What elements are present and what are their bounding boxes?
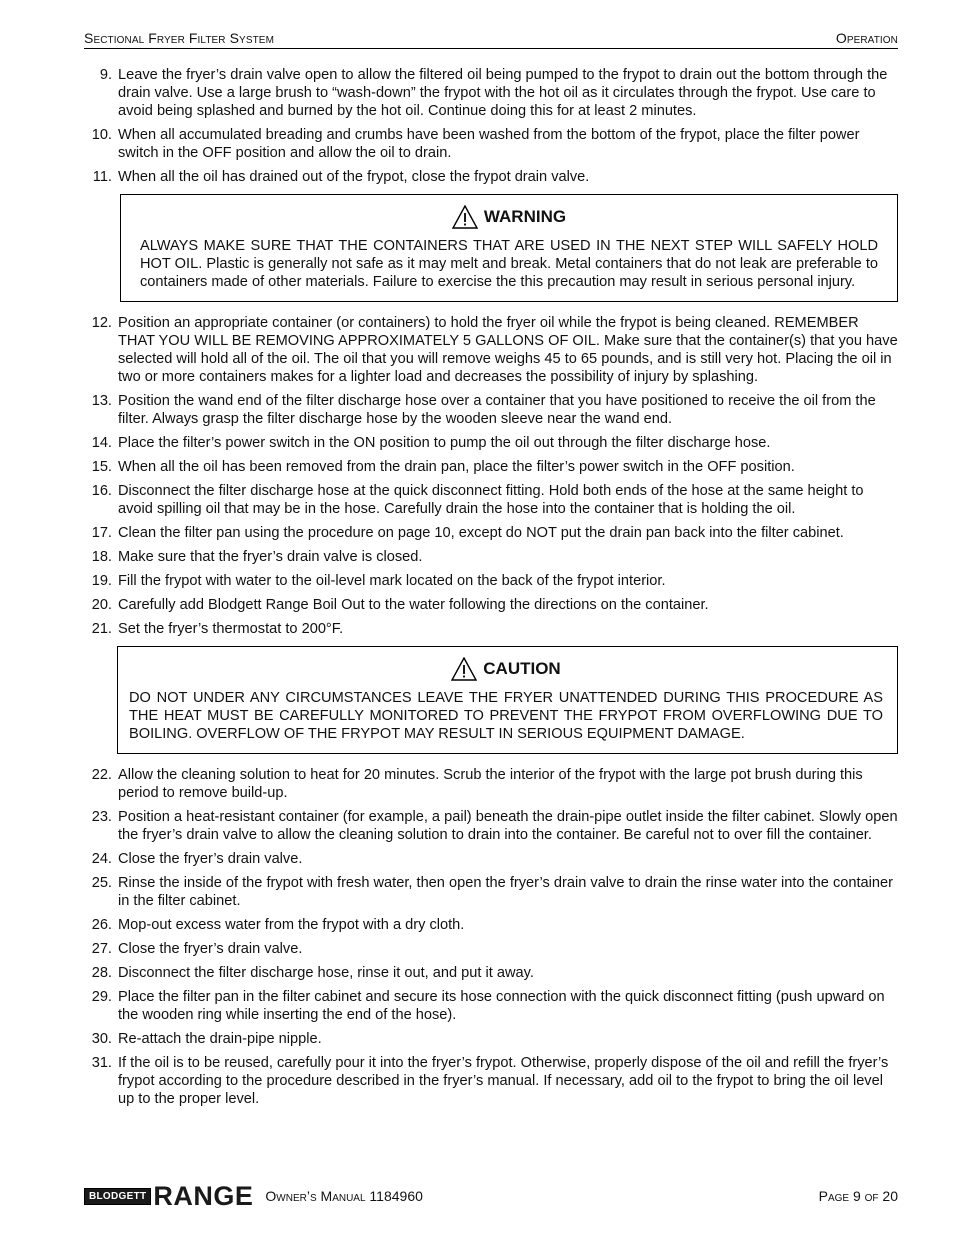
step-text: Make sure that the fryer’s drain valve is closed. — [118, 549, 423, 565]
warning-box — [120, 194, 898, 302]
step-number: 12. — [91, 315, 112, 331]
warning-label: WARNING — [483, 207, 567, 226]
step-item — [84, 314, 898, 386]
step-item — [84, 1030, 898, 1048]
step-number: 29. — [91, 989, 112, 1005]
step-text: Rinse the inside of the frypot with fresh water, then open the fryer’s drain valve to drain the rinse water into the container in the filter cabinet. — [118, 875, 893, 909]
step-text: Position a heat-resistant container (for example, a pail) beneath the drain-pipe outlet inside the filter cabinet. Slowly open the fryer’s drain valve to allow the cleaning solution to drain into the container. Be careful not to over fill the container. — [118, 809, 898, 843]
logo-blodgett: BLODGETT — [84, 1188, 151, 1205]
step-item — [84, 168, 898, 186]
page-number: Page 9 of 20 — [818, 1188, 898, 1204]
step-item — [84, 596, 898, 614]
steps-list-c — [84, 766, 898, 1108]
step-item — [84, 874, 898, 910]
step-text: When all the oil has drained out of the frypot, close the frypot drain valve. — [118, 169, 590, 185]
step-item — [84, 434, 898, 452]
caution-label: CAUTION — [483, 659, 561, 678]
step-item — [84, 850, 898, 868]
step-item — [84, 458, 898, 476]
page-content — [84, 66, 898, 1114]
step-item — [84, 620, 898, 638]
warning-triangle-icon — [452, 205, 478, 229]
step-item — [84, 808, 898, 844]
step-item — [84, 524, 898, 542]
step-text: Place the filter pan in the filter cabinet and secure its hose connection with the quick disconnect fitting (push upward on the wooden ring while inserting the end of the hose). — [118, 989, 885, 1023]
step-item — [84, 916, 898, 934]
step-number: 23. — [91, 809, 112, 825]
step-text: Leave the fryer’s drain valve open to allow the filtered oil being pumped to the frypot to drain out the bottom through the drain valve. Use a large brush to “wash-down” the frypot with the hot oil as it circulates through the frypot. Use care to avoid being splashed and burned by the hot oil. Continue doing this for at least 2 minutes. — [118, 67, 888, 119]
warning-title — [140, 205, 878, 229]
warning-triangle-icon — [451, 657, 477, 681]
step-text: When all accumulated breading and crumbs have been washed from the bottom of the frypot, place the filter power switch in the OFF position and allow the oil to drain. — [118, 127, 860, 161]
logo-range: RANGE — [153, 1181, 254, 1211]
caution-text: DO NOT UNDER ANY CIRCUMSTANCES LEAVE THE FRYER UNATTENDED DURING THIS PROCEDURE AS THE HEAT MUST BE CAREFULLY MONITORED TO PREVENT THE FRYPOT FROM OVERFLOWING DUE TO BOILING. OVERFLOW OF THE FRYPOT MAY RESULT IN SERIOUS EQUIPMENT DAMAGE. — [129, 690, 883, 742]
step-item — [84, 940, 898, 958]
step-text: Close the fryer’s drain valve. — [118, 851, 303, 867]
caution-title — [129, 657, 883, 681]
step-item — [84, 392, 898, 428]
step-item — [84, 482, 898, 518]
step-text: Place the filter’s power switch in the ON position to pump the oil out through the filter discharge hose. — [118, 435, 771, 451]
step-text: Position the wand end of the filter discharge hose over a container that you have positioned to receive the oil from the filter. Always grasp the filter discharge hose by the wooden sleeve near the wand end. — [118, 393, 876, 427]
step-number: 20. — [91, 597, 112, 613]
step-number: 9. — [99, 67, 112, 83]
step-text: Clean the filter pan using the procedure on page 10, except do NOT put the drain pan back into the filter cabinet. — [118, 525, 844, 541]
step-number: 24. — [91, 851, 112, 867]
step-number: 30. — [91, 1031, 112, 1047]
manual-number: Owner’s Manual 1184960 — [265, 1188, 423, 1204]
step-text: If the oil is to be reused, carefully pour it into the fryer’s frypot. Otherwise, properly dispose of the oil and refill the fryer’s frypot according to the procedure described in the fryer’s manual. If necessary, add oil to the frypot to bring the oil level up to the proper level. — [118, 1055, 889, 1107]
step-number: 28. — [91, 965, 112, 981]
header-section: Operation — [835, 30, 898, 46]
page-footer — [84, 1183, 898, 1209]
step-number: 13. — [91, 393, 112, 409]
step-text: Mop-out excess water from the frypot with a dry cloth. — [118, 917, 465, 933]
step-number: 10. — [91, 127, 112, 143]
step-number: 19. — [91, 573, 112, 589]
step-item — [84, 1054, 898, 1108]
step-item — [84, 66, 898, 120]
step-number: 14. — [91, 435, 112, 451]
step-text: Position an appropriate container (or containers) to hold the fryer oil while the frypot is being cleaned. REMEMBER THAT YOU WILL BE REMOVING APPROXIMATELY 5 GALLONS OF OIL. Make sure that the container(s) that you have selected will hold all of the oil. The oil that you will remove weighs 45 to 65 pounds, and is still very hot. Placing the oil in two or more containers makes for a lighter load and decreases the possibility of injury by splashing. — [118, 315, 898, 385]
step-item — [84, 126, 898, 162]
step-text: Re-attach the drain-pipe nipple. — [118, 1031, 322, 1047]
step-item — [84, 964, 898, 982]
step-number: 15. — [91, 459, 112, 475]
step-text: Carefully add Blodgett Range Boil Out to the water following the directions on the container. — [118, 597, 709, 613]
step-text: Disconnect the filter discharge hose at the quick disconnect fitting. Hold both ends of the hose at the same height to avoid spilling oil that may be in the hose. Carefully drain the hose into the container that is holding the oil. — [118, 483, 864, 517]
step-number: 21. — [91, 621, 112, 637]
step-item — [84, 988, 898, 1024]
caution-box — [117, 646, 898, 754]
steps-list-b — [84, 314, 898, 638]
step-text: When all the oil has been removed from the drain pan, place the filter’s power switch in the OFF position. — [118, 459, 795, 475]
step-number: 31. — [91, 1055, 112, 1071]
step-text: Set the fryer’s thermostat to 200°F. — [118, 621, 344, 637]
header-title: Sectional Fryer Filter System — [84, 30, 275, 46]
warning-text: ALWAYS MAKE SURE THAT THE CONTAINERS THAT ARE USED IN THE NEXT STEP WILL SAFELY HOLD HOT OIL. Plastic is generally not safe as it may melt and break. Metal containers that do not leak are preferable to containers made of other materials. Failure to exercise the this precaution may result in serious personal injury. — [140, 238, 878, 290]
step-text: Fill the frypot with water to the oil-level mark located on the back of the frypot interior. — [118, 573, 666, 589]
step-number: 22. — [91, 767, 112, 783]
page-header — [84, 26, 898, 49]
step-number: 17. — [91, 525, 112, 541]
blodgett-range-logo — [84, 1183, 253, 1209]
step-number: 26. — [91, 917, 112, 933]
steps-list-a — [84, 66, 898, 186]
step-number: 27. — [91, 941, 112, 957]
step-item — [84, 548, 898, 566]
step-text: Allow the cleaning solution to heat for 20 minutes. Scrub the interior of the frypot with the large pot brush during this period to remove build-up. — [118, 767, 863, 801]
step-item — [84, 572, 898, 590]
step-number: 25. — [91, 875, 112, 891]
step-number: 16. — [91, 483, 112, 499]
step-text: Disconnect the filter discharge hose, rinse it out, and put it away. — [118, 965, 534, 981]
step-text: Close the fryer’s drain valve. — [118, 941, 303, 957]
step-number: 11. — [92, 169, 112, 185]
step-number: 18. — [91, 549, 112, 565]
step-item — [84, 766, 898, 802]
